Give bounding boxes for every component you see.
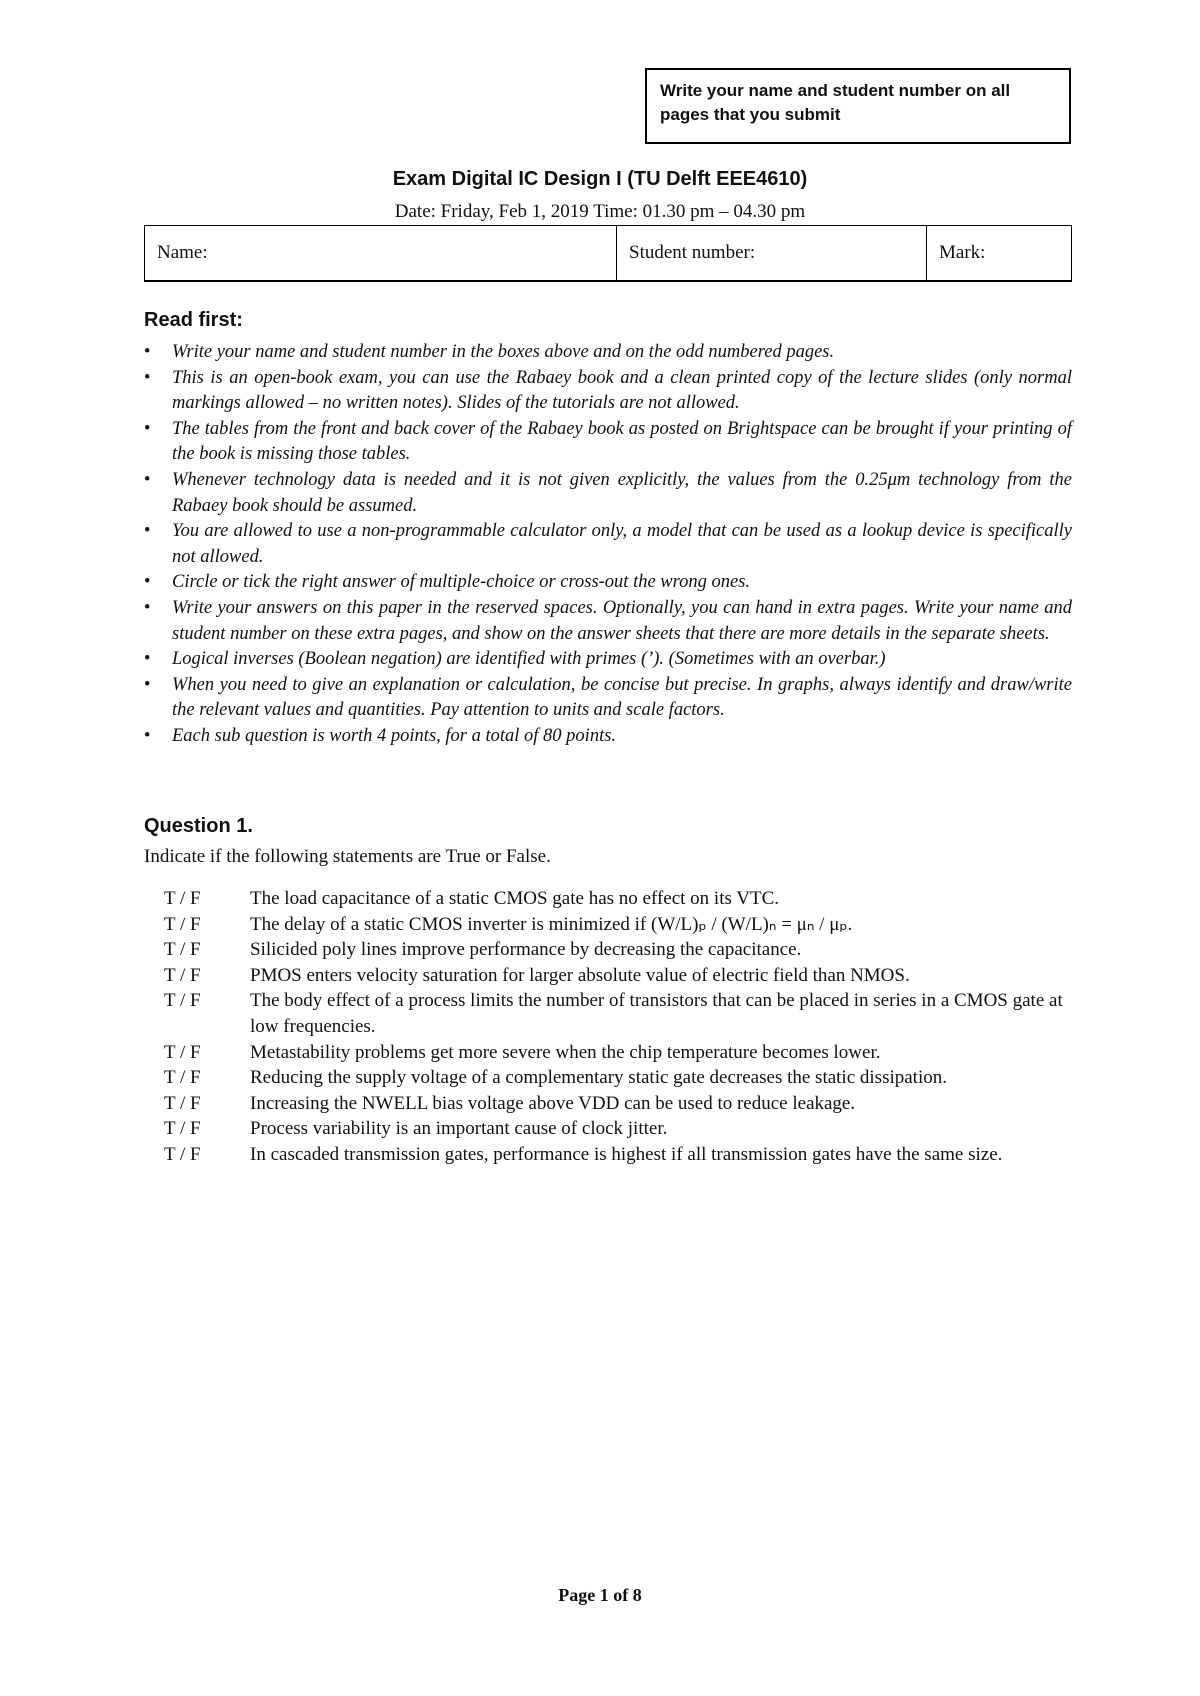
statement-text: The body effect of a process limits the number of transistors that can be placed in series in a CMOS gate at low frequencies. [250,990,1063,1037]
instruction-text: This is an open-book exam, you can use the Rabaey book and a clean printed copy of the lecture slides (only normal markings allowed – no written notes). Slides of the tutorials are not allowed. [172,367,1072,414]
bullet-icon: • [144,674,151,695]
bullet-icon: • [144,367,151,388]
student-number-cell[interactable] [617,226,927,282]
bullet-icon: • [144,649,151,670]
true-false-choice[interactable]: T / F [164,1041,201,1063]
mark-cell [927,226,1072,282]
list-item [144,647,1072,673]
true-false-choice[interactable]: T / F [164,1118,201,1140]
instruction-text: You are allowed to use a non-programmable calculator only, a model that can be used as a lookup device is specifically not allowed. [172,521,1072,567]
list-item [144,468,1072,519]
name-label: Name: [157,242,208,263]
statement-text: Reducing the supply voltage of a complementary static gate decreases the static dissipation. [250,1067,947,1089]
statement-text: Process variability is an important cause of clock jitter. [250,1118,668,1140]
list-item [144,1040,1072,1066]
list-item [144,724,1072,750]
bullet-icon: • [144,469,151,490]
name-cell[interactable] [145,226,617,282]
list-item [144,988,1072,1039]
true-false-choice[interactable]: T / F [164,939,201,961]
question-1-title: Question 1. [144,815,253,837]
bullet-icon: • [144,521,151,542]
bullet-icon: • [144,597,151,618]
instruction-text: When you need to give an explanation or calculation, be concise but precise. In graphs, always identify and draw/write the relevant values and quantities. Pay attention to units and scale factors. [172,674,1072,721]
list-item [144,1116,1072,1142]
question-1-intro: Indicate if the following statements are True or False. [144,846,551,867]
list-item [144,519,1072,570]
list-item [144,673,1072,724]
mark-label: Mark: [939,242,986,263]
true-false-choice[interactable]: T / F [164,990,201,1012]
bullet-icon: • [144,725,151,746]
list-item [144,596,1072,647]
true-false-list [144,886,1072,1168]
statement-text: The load capacitance of a static CMOS gate has no effect on its VTC. [250,888,780,909]
exam-date-time: Date: Friday, Feb 1, 2019 Time: 01.30 pm – 04.30 pm [394,201,806,222]
instruction-text: Each sub question is worth 4 points, for a total of 80 points. [172,725,617,746]
list-item [144,340,1072,366]
student-number-label: Student number: [629,242,756,263]
list-item [144,1142,1072,1168]
true-false-choice[interactable]: T / F [164,1092,201,1114]
statement-text: Silicided poly lines improve performance by decreasing the capacitance. [250,939,802,961]
list-item [144,886,1072,912]
instruction-text: The tables from the front and back cover of the Rabaey book as posted on Brightspace can be brought if your printing of the book is missing those tables. [172,418,1072,465]
instruction-text: Circle or tick the right answer of multiple-choice or cross-out the wrong ones. [172,572,751,593]
true-false-choice[interactable]: T / F [164,913,201,935]
list-item [144,1065,1072,1091]
page-number: Page 1 of 8 [558,1585,642,1605]
read-first-heading: Read first: [144,309,243,331]
instruction-text: Write your name and student number in the boxes above and on the odd numbered pages. [172,342,835,362]
list-item [144,937,1072,963]
instruction-text: Logical inverses (Boolean negation) are identified with primes (’). (Sometimes with an overbar.) [172,649,886,670]
bullet-icon: • [144,342,151,362]
list-item [144,912,1072,938]
true-false-choice[interactable]: T / F [164,964,201,986]
instruction-text: Write your answers on this paper in the reserved spaces. Optionally, you can hand in extra pages. Write your name and student number on these extra pages, and show on the answer sheets that there are more details in the separate sheets. [172,597,1072,644]
true-false-choice[interactable]: T / F [164,888,201,909]
statement-text: In cascaded transmission gates, performance is highest if all transmission gates have the same size. [250,1143,1003,1165]
list-item [144,366,1072,417]
list-item [144,570,1072,596]
statement-text: Increasing the NWELL bias voltage above VDD can be used to reduce leakage. [250,1092,856,1114]
exam-title: Exam Digital IC Design I (TU Delft EEE4610) [392,168,808,190]
student-id-table [144,225,1072,282]
bullet-icon: • [144,572,151,593]
list-item [144,963,1072,989]
statement-text: Metastability problems get more severe when the chip temperature becomes lower. [250,1041,881,1063]
statement-text: The delay of a static CMOS inverter is minimized if (W/L)ₚ / (W/L)ₙ = μₙ / μₚ. [250,913,853,935]
list-item [144,1091,1072,1117]
instructions-list [144,340,1072,750]
instruction-text: Whenever technology data is needed and it is not given explicitly, the values from the 0.25μm technology from the Rabaey book should be assumed. [172,469,1072,516]
bullet-icon: • [144,418,151,439]
list-item [144,417,1072,468]
submission-notice: Write your name and student number on all pages that you submit [645,68,1071,144]
true-false-choice[interactable]: T / F [164,1067,201,1089]
statement-text: PMOS enters velocity saturation for larger absolute value of electric field than NMOS. [250,964,910,986]
true-false-choice[interactable]: T / F [164,1143,201,1165]
